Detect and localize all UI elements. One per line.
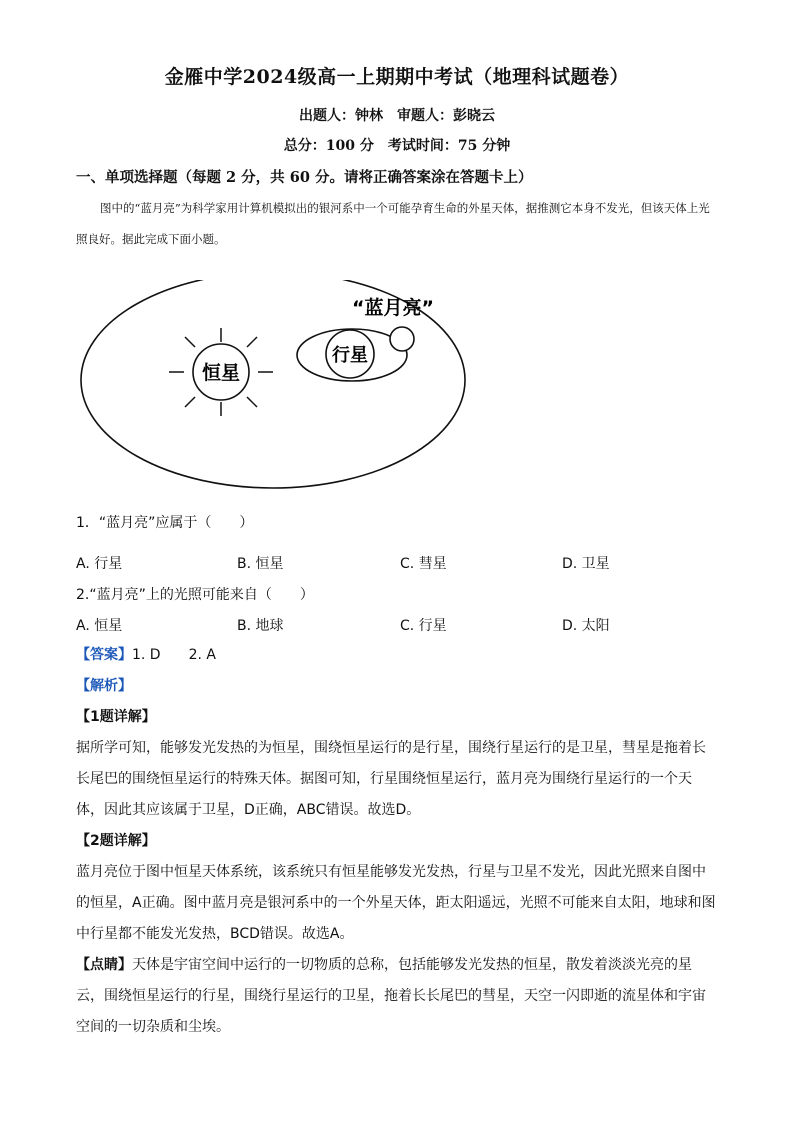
moon-label: “蓝月亮”	[352, 297, 434, 319]
answer-line	[76, 640, 718, 671]
q2-option-b: B. 地球	[237, 618, 284, 634]
question-intro: 图中的“蓝月亮”为科学家用计算机模拟出的银河系中一个可能孕育生命的外星天体，据推测它本身不发光，但该天体上光照良好。据此完成下面小题。	[76, 201, 710, 246]
analysis-line	[76, 671, 718, 702]
q1-option-d: D. 卫星	[562, 556, 610, 572]
exam-title: 金雁中学2024级高一上期期中考试（地理科试题卷）	[164, 66, 630, 88]
analysis-label: 【解析】	[76, 678, 132, 694]
q1-option-a: A. 行星	[76, 556, 123, 572]
detail-2-label: 【2题详解】	[76, 833, 156, 849]
q1-option-b: B. 恒星	[237, 556, 284, 572]
exam-meta: 总分：100 分 考试时间：75 分钟	[283, 138, 511, 154]
q2-option-c: C. 行星	[400, 618, 447, 634]
answer-value: 1. D 2. A	[132, 647, 216, 663]
tip-text: 天体是宇宙空间中运行的一切物质的总称，包括能够发光发热的恒星，散发着淡淡光亮的星云，围绕恒星运行的行星，围绕行星运行的卫星，拖着长长尾巴的彗星，天空一闪即逝的流星体和宇宙空间的一切杂质和尘埃。	[76, 957, 706, 1035]
orbit-diagram	[76, 280, 476, 500]
answer-label: 【答案】	[76, 647, 132, 663]
exam-authors: 出题人：钟林 审题人：彭晓云	[299, 108, 495, 124]
detail-1-label: 【1题详解】	[76, 709, 156, 725]
question-1-stem: 1．“蓝月亮”应属于（ ）	[76, 515, 254, 531]
detail-1-text: 据所学可知，能够发光发热的为恒星，围绕恒星运行的是行星，围绕行星运行的是卫星，彗星是拖着长长尾巴的围绕恒星运行的特殊天体。据图可知，行星围绕恒星运行，蓝月亮为围绕行星运行的一个天体，因此其应该属于卫星，D正确，ABC错误。故选D。	[76, 740, 706, 818]
star-label: 恒星	[201, 362, 241, 384]
tip-label: 【点睛】	[76, 957, 132, 973]
q1-option-c: C. 彗星	[400, 556, 447, 572]
question-2-stem: 2.“蓝月亮”上的光照可能来自（ ）	[76, 587, 314, 603]
q2-option-d: D. 太阳	[562, 618, 610, 634]
moon-circle	[390, 327, 414, 351]
tip-paragraph	[76, 950, 718, 1043]
planet-label: 行星	[332, 345, 368, 366]
section-heading: 一、单项选择题（每题 2 分，共 60 分。请将正确答案涂在答题卡上）	[76, 169, 533, 186]
q2-option-a: A. 恒星	[76, 618, 123, 634]
detail-2-text: 蓝月亮位于图中恒星天体系统，该系统只有恒星能够发光发热，行星与卫星不发光，因此光照来自图中的恒星，A正确。图中蓝月亮是银河系中的一个外星天体，距太阳遥远，光照不可能来自太阳，地球和图中行星都不能发光发热，BCD错误。故选A。	[76, 864, 716, 942]
